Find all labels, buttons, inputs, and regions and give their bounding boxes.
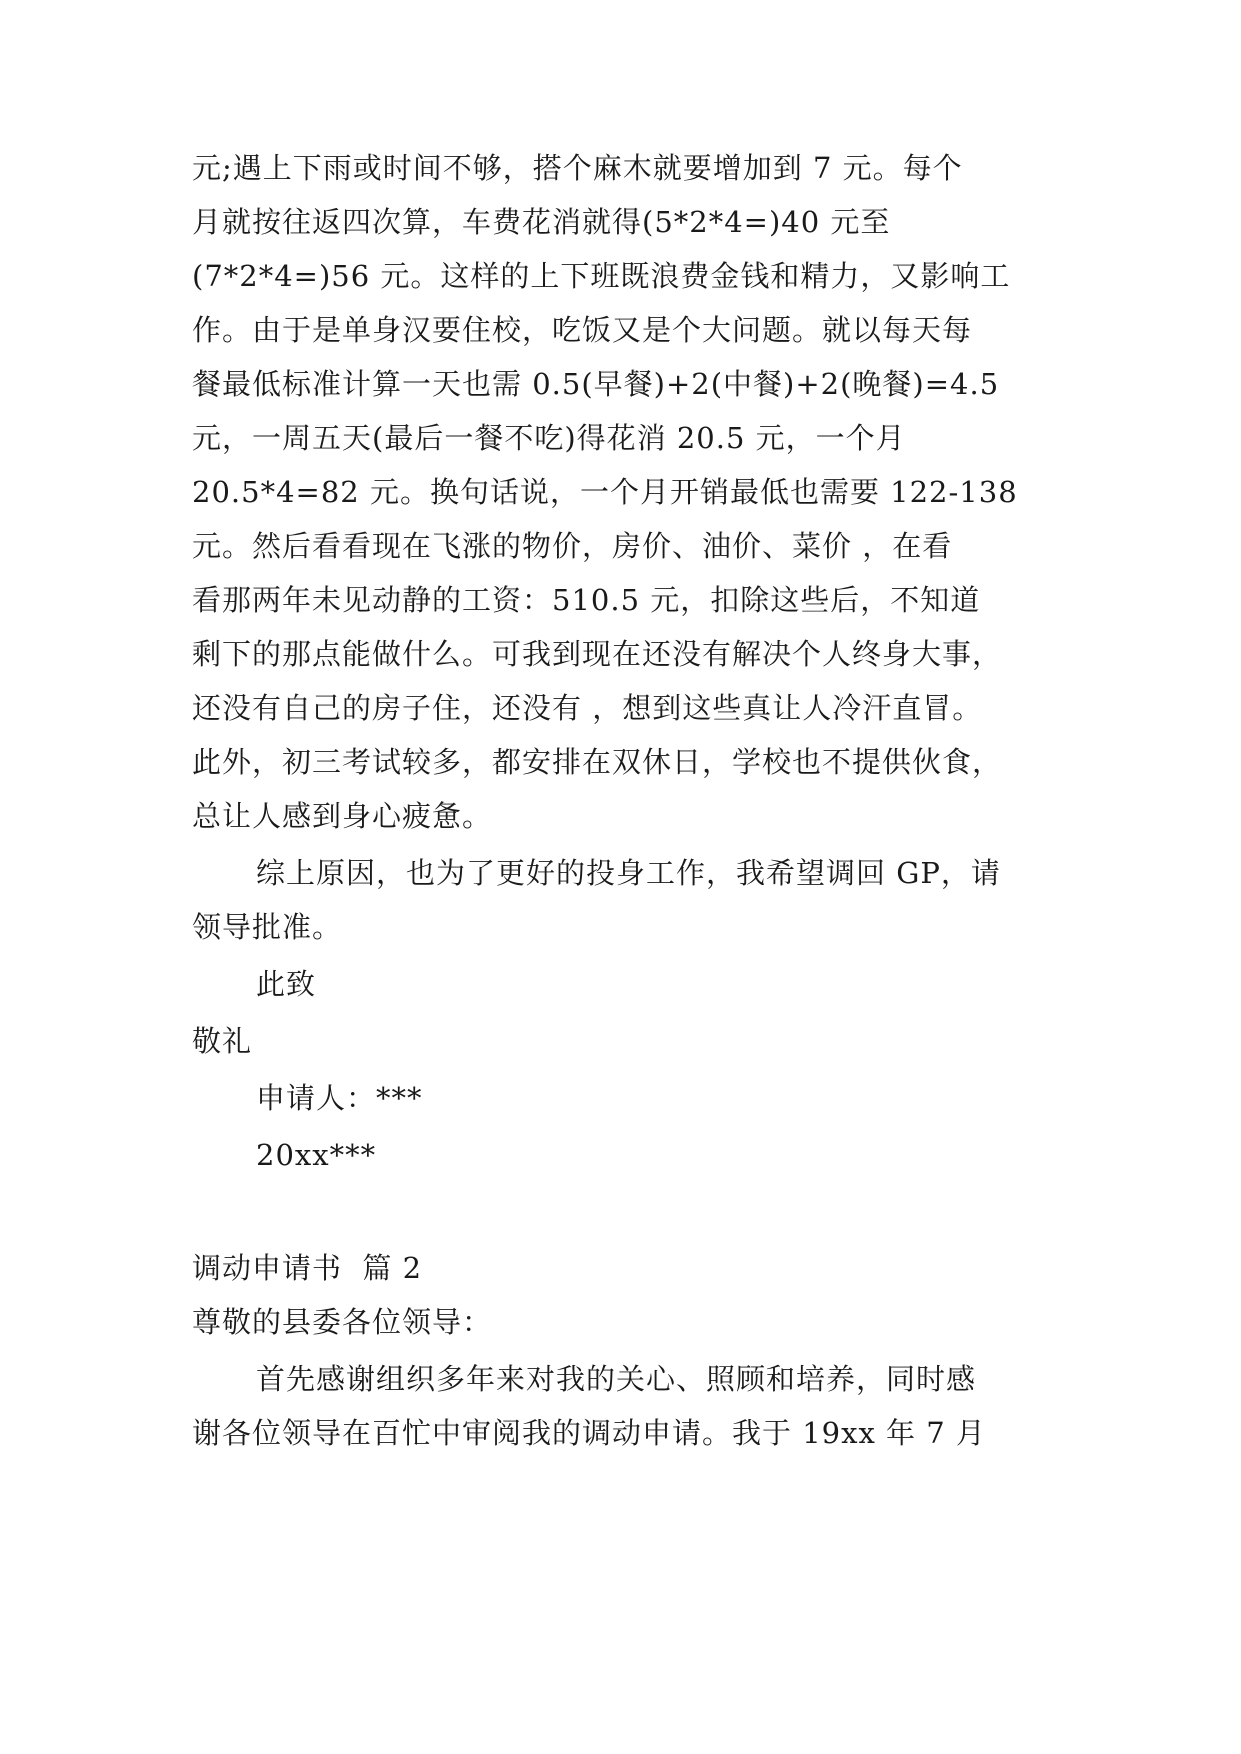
- conclusion-line-2: 领导批准。: [192, 910, 343, 944]
- body-line-3: (7*2*4=)56 元。这样的上下班既浪费金钱和精力，又影响工: [192, 259, 1011, 293]
- conclusion-line-1: 综上原因，也为了更好的投身工作，我希望调回 GP，请: [256, 856, 1001, 890]
- body-line-11: 还没有自己的房子住，还没有 ，想到这些真让人冷汗直冒。: [192, 691, 983, 725]
- section2-para-line-1: 首先感谢组织多年来对我的关心、照顾和培养，同时感: [256, 1362, 977, 1396]
- application-date: 20xx***: [256, 1138, 377, 1172]
- body-line-7: 20.5*4=82 元。换句话说，一个月开销最低也需要 122-138: [192, 475, 1018, 509]
- section2-para-line-2: 谢各位领导在百忙中审阅我的调动申请。我于 19xx 年 7 月: [192, 1416, 986, 1450]
- body-line-8: 元。然后看看现在飞涨的物价，房价、油价、菜价 ，在看: [192, 529, 953, 563]
- body-line-9: 看那两年未见动静的工资：510.5 元，扣除这些后，不知道: [192, 583, 981, 617]
- salutation: 尊敬的县委各位领导：: [192, 1305, 493, 1339]
- body-line-12: 此外，初三考试较多，都安排在双休日，学校也不提供伙食，: [192, 745, 1003, 779]
- closing-greeting: 此致: [256, 967, 317, 1001]
- closing-salute: 敬礼: [192, 1024, 253, 1058]
- section-heading: 调动申请书 篇 2: [192, 1251, 423, 1285]
- body-line-10: 剩下的那点能做什么。可我到现在还没有解决个人终身大事，: [192, 637, 1003, 671]
- body-line-2: 月就按往返四次算，车费花消就得(5*2*4=)40 元至: [192, 205, 891, 239]
- body-line-5: 餐最低标准计算一天也需 0.5(早餐)+2(中餐)+2(晚餐)=4.5: [192, 367, 1000, 401]
- body-line-4: 作。由于是单身汉要住校，吃饭又是个大问题。就以每天每: [192, 313, 973, 347]
- body-line-6: 元，一周五天(最后一餐不吃)得花消 20.5 元，一个月: [192, 421, 906, 455]
- applicant-signature: 申请人：***: [256, 1081, 423, 1115]
- body-line-1: 元;遇上下雨或时间不够，搭个麻木就要增加到 7 元。每个: [192, 151, 963, 185]
- body-line-13: 总让人感到身心疲惫。: [192, 799, 493, 833]
